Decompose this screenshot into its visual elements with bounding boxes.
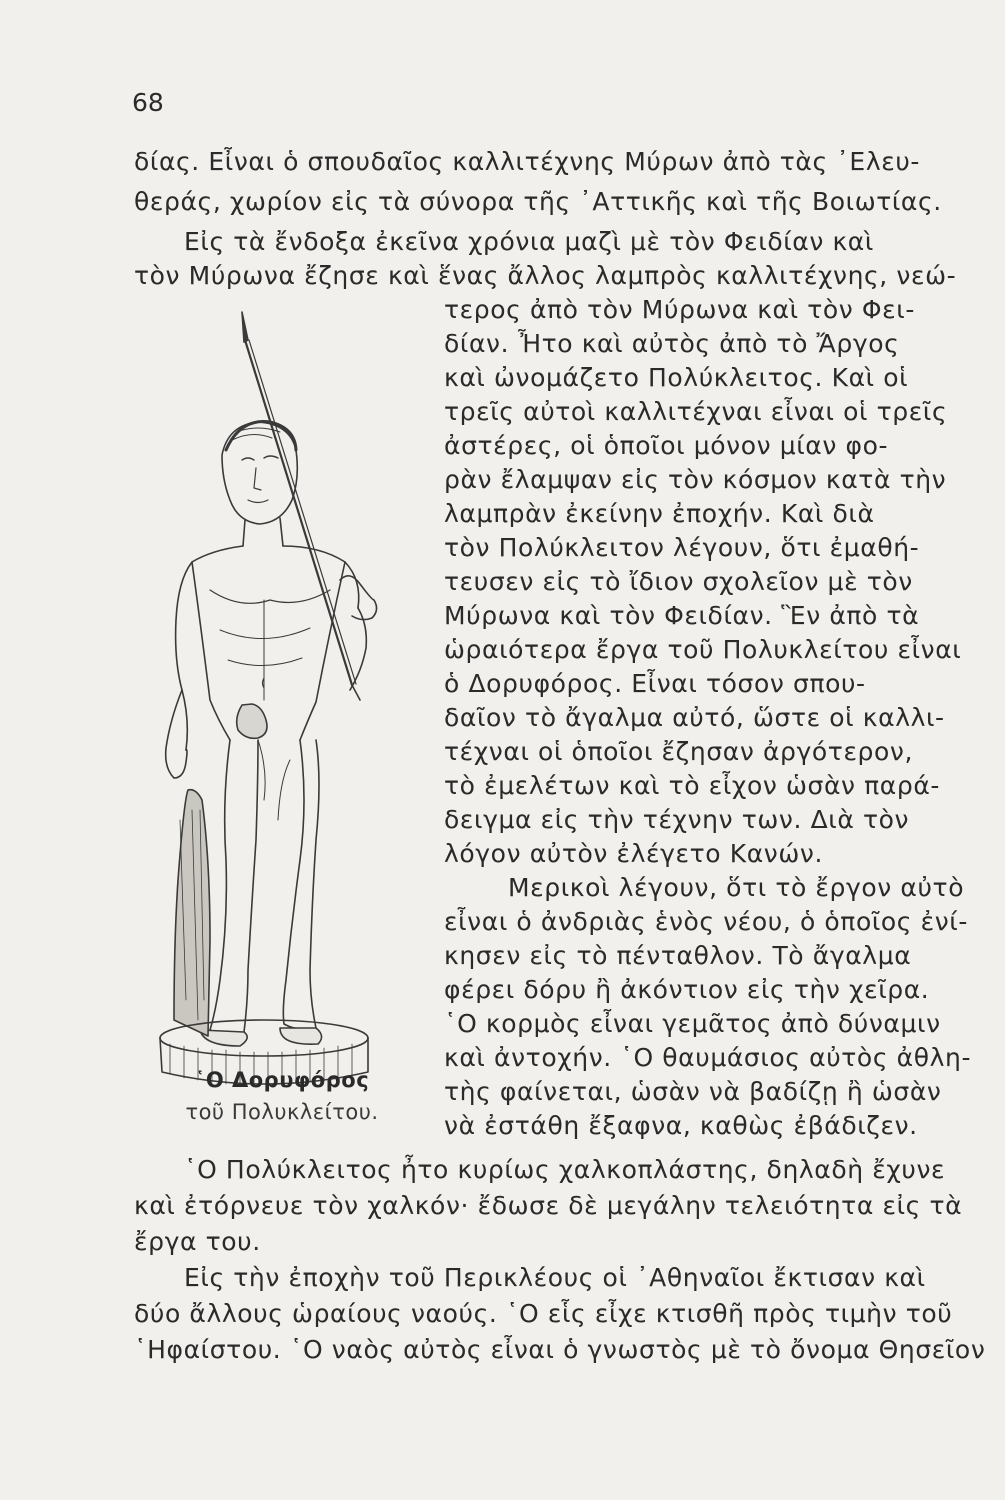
column-line: τρεῖς αὐτοὶ καλλιτέχναι εἶναι οἱ τρεῖς [444, 397, 948, 426]
column-line: κησεν εἰς τὸ πένταθλον. Τὸ ἄγαλμα [444, 941, 912, 970]
column-line: ρὰν ἔλαμψαν εἰς τὸν κόσμον κατὰ τὴν [444, 465, 947, 494]
text-line: καὶ ἐτόρνευε τὸν χαλκόν· ἔδωσε δὲ μεγάλην τελειότητα εἰς τὰ [134, 1191, 963, 1220]
text-line: ῾Ηφαίστου. ῾Ο ναὸς αὐτὸς εἶναι ὁ γνωστὸς μὲ τὸ ὄνομα Θησεῖον [134, 1335, 986, 1364]
paragraph-first-line: ῾Ο Πολύκλειτος ἦτο κυρίως χαλκοπλάστης, δηλαδὴ ἔχυνε [184, 1155, 946, 1184]
column-line: τὸ ἐμελέτων καὶ τὸ εἶχον ὡσὰν παρά- [444, 771, 941, 800]
figure-caption-title: ῾Ο Δορυφόρος [194, 1068, 370, 1092]
column-line: εἶναι ὁ ἀνδριὰς ἑνὸς νέου, ὁ ὁποῖος ἐνί- [444, 907, 968, 936]
text-line: ἔργα του. [134, 1227, 261, 1256]
doryphoros-statue-illustration [140, 300, 440, 1090]
paragraph-first-line: Εἰς τὴν ἐποχὴν τοῦ Περικλέους οἱ ᾿Αθηναῖοι ἔκτισαν καὶ [184, 1263, 926, 1292]
column-line: τὸν Πολύκλειτον λέγουν, ὅτι ἐμαθή- [444, 533, 920, 562]
column-line: ῾Ο κορμὸς εἶναι γεμᾶτος ἀπὸ δύναμιν [444, 1009, 941, 1038]
column-line: τερος ἀπὸ τὸν Μύρωνα καὶ τὸν Φει- [444, 295, 915, 324]
column-line: καὶ ἀντοχήν. ῾Ο θαυμάσιος αὐτὸς ἀθλη- [444, 1043, 972, 1072]
text-line: δύο ἄλλους ὡραίους ναούς. ῾Ο εἷς εἶχε κτισθῆ πρὸς τιμὴν τοῦ [134, 1299, 953, 1328]
column-line: καὶ ὠνομάζετο Πολύκλειτος. Καὶ οἱ [444, 363, 909, 392]
page-number: 68 [132, 88, 164, 117]
column-line: ἀστέρες, οἱ ὁποῖοι μόνον μίαν φο- [444, 431, 889, 460]
paragraph-first-line: Μερικοὶ λέγουν, ὅτι τὸ ἔργον αὐτὸ [508, 873, 965, 902]
paragraph-first-line: Εἰς τὰ ἔνδοξα ἐκεῖνα χρόνια μαζὶ μὲ τὸν Φειδίαν καὶ [184, 227, 874, 256]
column-line: φέρει δόρυ ἢ ἀκόντιον εἰς τὴν χεῖρα. [444, 975, 930, 1004]
figure-caption-subtitle: τοῦ Πολυκλείτου. [185, 1100, 379, 1124]
text-line: τὸν Μύρωνα ἔζησε καὶ ἕνας ἄλλος λαμπρὸς καλλιτέχνης, νεώ- [134, 261, 957, 290]
text-line: δίας. Εἶναι ὁ σπουδαῖος καλλιτέχνης Μύρων ἀπὸ τὰς ᾿Ελευ- [134, 147, 921, 176]
column-line: νὰ ἐστάθη ἔξαφνα, καθὼς ἐβάδιζεν. [444, 1111, 918, 1140]
text-line: θεράς, χωρίον εἰς τὰ σύνορα τῆς ᾿Αττικῆς καὶ τῆς Βοιωτίας. [134, 187, 942, 216]
column-line: λόγον αὐτὸν ἐλέγετο Κανών. [444, 839, 824, 868]
column-line: τέχναι οἱ ὁποῖοι ἔζησαν ἀργότερον, [444, 737, 914, 766]
column-line: λαμπρὰν ἐκείνην ἐποχήν. Καὶ διὰ [444, 499, 875, 528]
column-line: δίαν. Ἦτο καὶ αὐτὸς ἀπὸ τὸ Ἄργος [444, 329, 900, 358]
column-line: δαῖον τὸ ἄγαλμα αὐτό, ὥστε οἱ καλλι- [444, 703, 945, 732]
column-line: ὁ Δορυφόρος. Εἶναι τόσον σπου- [444, 669, 866, 698]
column-line: Μύρωνα καὶ τὸν Φειδίαν. Ἓν ἀπὸ τὰ [444, 601, 920, 630]
column-line: ὡραιότερα ἔργα τοῦ Πολυκλείτου εἶναι [444, 635, 962, 664]
column-line: τὴς φαίνεται, ὡσὰν νὰ βαδίζῃ ἢ ὡσὰν [444, 1077, 942, 1106]
column-line: δειγμα εἰς τὴν τέχνην των. Διὰ τὸν [444, 805, 910, 834]
column-line: τευσεν εἰς τὸ ἴδιον σχολεῖον μὲ τὸν [444, 567, 913, 596]
